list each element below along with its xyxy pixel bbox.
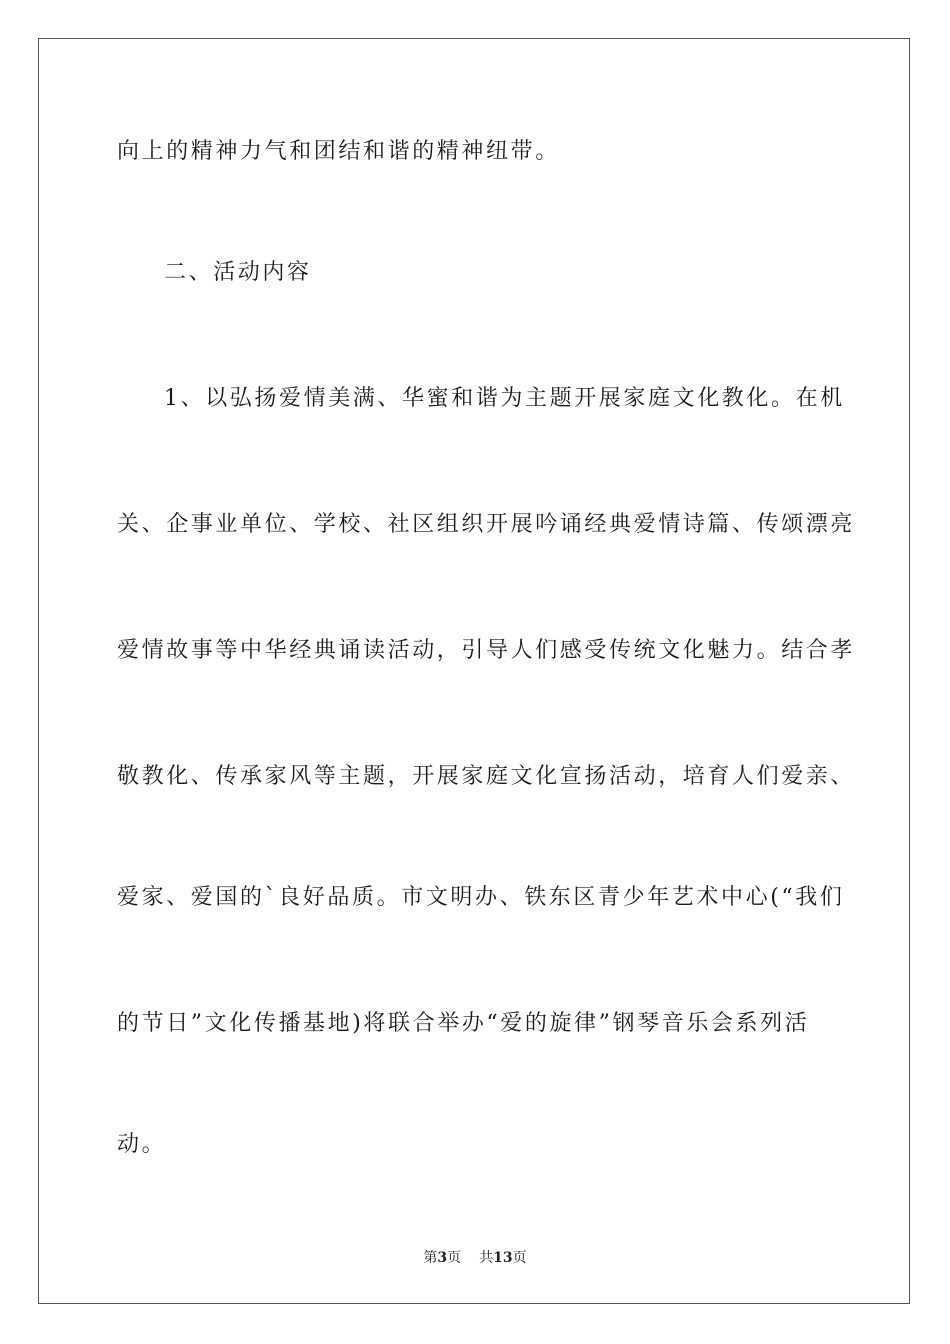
text-line-3: 1、以弘扬爱情美满、华蜜和谐为主题开展家庭文化教化。在机: [164, 386, 845, 411]
text-line-5: 爱情故事等中华经典诵读活动，引导人们感受传统文化魅力。结合孝: [117, 638, 856, 663]
text-line-4: 关、企事业单位、学校、社区组织开展吟诵经典爱情诗篇、传颂漂亮: [117, 512, 856, 537]
text-line-8: 的节日”文化传播基地)将联合举办“爱的旋律”钢琴音乐会系列活: [117, 1011, 810, 1036]
text-line-7: 爱家、爱国的`良好品质。市文明办、铁东区青少年艺术中心(“我们: [117, 885, 845, 910]
footer-page-number: 3: [437, 1250, 448, 1266]
text-line-1: 向上的精神力气和团结和谐的精神纽带。: [117, 139, 560, 164]
text-line-6: 敬教化、传承家风等主题，开展家庭文化宣扬活动，培育人们爱亲、: [117, 764, 856, 789]
page-footer: [0, 1247, 950, 1267]
page-frame: [38, 38, 910, 1304]
footer-total-prefix: 共: [479, 1250, 494, 1266]
text-line-9: 动。: [117, 1132, 167, 1157]
footer-page-prefix: 第: [423, 1250, 438, 1266]
footer-page-suffix: 页: [447, 1250, 462, 1266]
footer-total-suffix: 页: [512, 1250, 527, 1266]
footer-total-pages: 13: [493, 1250, 513, 1266]
section-heading: 二、活动内容: [164, 260, 312, 285]
